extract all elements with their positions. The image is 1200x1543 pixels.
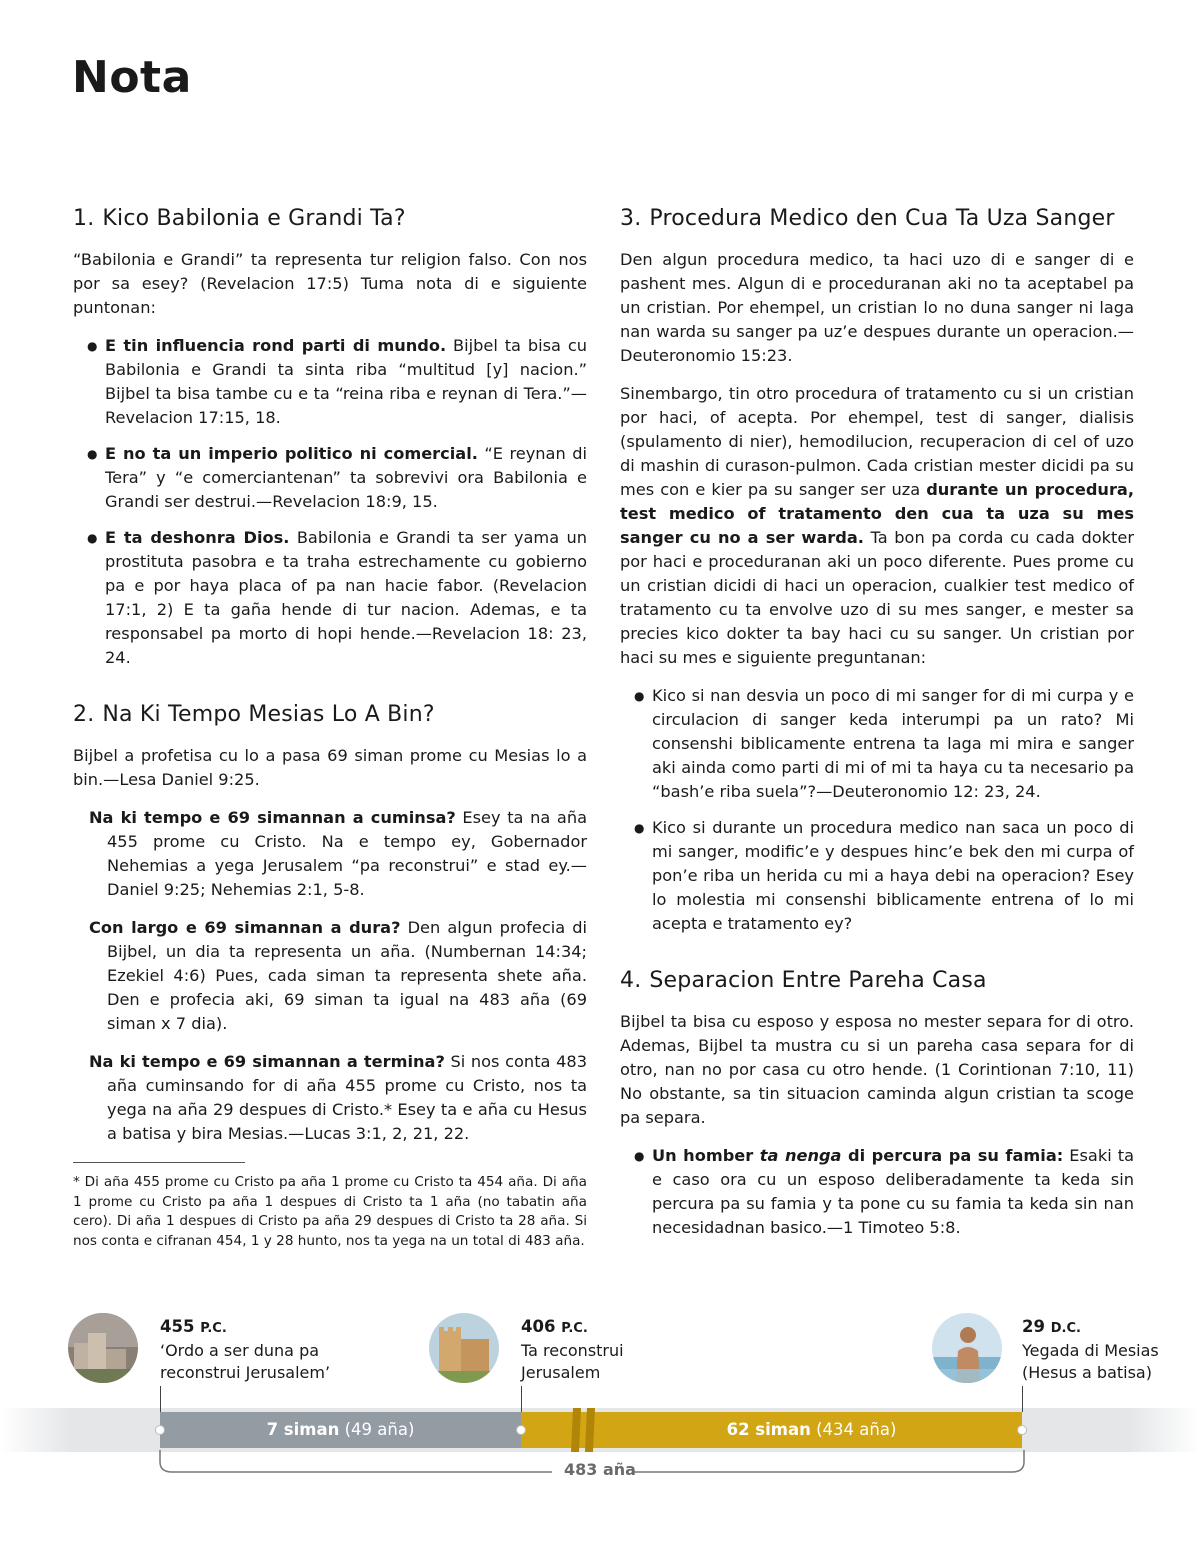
list-item: ● E ta deshonra Dios. Babilonia e Grandi ta ser yama un prostituta pasobra e ta traha estrechamente cu gobierno pa e por haya placa of pa nan hacie fabor. (Revelacion 17:1, 2) E ta gaña hende di tur nacion. Ademas, e ta responsabel pa morto di hopi hende.—Revelacion 18: 23, 24. — [87, 526, 587, 670]
timeline-marker — [155, 1425, 165, 1435]
timeline-segment-62-weeks: 62 siman (434 aña) — [521, 1412, 1022, 1448]
section-3-list — [634, 684, 1134, 936]
section-1-intro: “Babilonia e Grandi” ta representa tur religion falso. Con nos por sa esey? (Revelacion 17:5) Tuma nota di e siguiente puntonan: — [73, 250, 587, 317]
baptism-icon — [932, 1313, 1002, 1383]
timeline-tick — [521, 1386, 522, 1412]
timeline-marker — [516, 1425, 526, 1435]
timeline — [0, 1300, 1200, 1500]
section-2-heading: 2. Na Ki Tempo Mesias Lo A Bin? — [73, 702, 435, 727]
timeline-segment-7-weeks: 7 siman (49 aña) — [160, 1412, 521, 1448]
timeline-event-3: 29 D.C. Yegada di Mesias (Hesus a batisa) — [1022, 1317, 1159, 1382]
list-item: ● Un homber ta nenga di percura pa su famia: Esaki ta e caso ora cu un esposo deliberadamente ta keda sin percura pa su famia y ta pone cu su famia ta keda sin nan necesidadnan basico.—1 Timoteo 5:8. — [634, 1144, 1134, 1240]
section-3-heading: 3. Procedura Medico den Cua Ta Uza Sanger — [620, 206, 1115, 231]
timeline-event-1: 455 P.C. ‘Ordo a ser duna pa reconstrui Jerusalem’ — [160, 1317, 331, 1382]
section-1-list — [87, 334, 587, 670]
section-3-paragraph: Den algun procedura medico, ta haci uzo di e sanger di e pashent mes. Algun di e proceduranan aki no ta aceptabel pa un cristian. Por ehempel, un cristian lo no duna sanger ni laga nan warda su sanger pa uz’e despues durante un operacion.—Deuteronomio 15:23. — [620, 250, 1134, 365]
section-2-intro: Bijbel a profetisa cu lo a pasa 69 siman prome cu Mesias lo a bin.—Lesa Daniel 9:25. — [73, 746, 587, 789]
footnote: * Di aña 455 prome cu Cristo pa aña 1 prome cu Cristo ta 454 aña. Di aña 1 prome cu Cristo pa aña 1 despues di Cristo ta 1 aña (no tabatin aña cero). Di aña 1 despues di Cristo pa aña 29 despues di Cristo ta 28 aña. Si nos conta e cifranan 454, 1 y 28 hunto, nos ta yega na un total di 483 aña. — [73, 1174, 587, 1249]
section-3-paragraph: Sinembargo, tin otro procedura of tratamento cu si un cristian por haci, of acepta. Por ehempel, test di sanger, dialisis (spulamento di nier), hemodilucion, recuperacion di cel of uzo di mashin di curason-pulmon. Cada cristian mester dicidi pa su mes con e kier pa su sanger ser uza durante un procedura, test medico of tratamento den cua ta uza su mes sanger cu no a ser warda. Ta bon pa corda cu cada dokter por haci e proceduranan aki un poco diferente. Pues prome cu un cristian dicidi di haci un operacion, cualkier test medico of tratamento cu ta envolve uzo di su mes sanger, e mester sa precies kico dokter ta bay haci cu su sanger. Un cristian por haci su mes e siguiente preguntanan: — [620, 384, 1134, 667]
rebuilt-city-wall-icon — [429, 1313, 499, 1383]
right-column — [620, 204, 1134, 1252]
timeline-event-2: 406 P.C. Ta reconstrui Jerusalem — [521, 1317, 624, 1382]
section-1-heading: 1. Kico Babilonia e Grandi Ta? — [73, 206, 406, 231]
time-break-icon — [569, 1408, 605, 1452]
timeline-marker — [1017, 1425, 1027, 1435]
footnote-divider — [73, 1162, 245, 1163]
timeline-tick — [1022, 1386, 1023, 1412]
qa-item: Na ki tempo e 69 simannan a cuminsa? Esey ta na aña 455 prome cu Cristo. Na e tempo ey, Gobernador Nehemias a yega Jerusalem “pa reconstrui” e stad ey.—Daniel 9:25; Nehemias 2:1, 5-8. — [89, 808, 587, 899]
left-column — [73, 204, 587, 1265]
section-4-paragraph: Bijbel ta bisa cu esposo y esposa no mester separa for di otro. Ademas, Bijbel ta mustra cu si un pareha casa separa for di otro, nan no por casa cu otro hende. (1 Corintionan 7:10, 11) No obstante, sa tin situacion caminda algun cristian ta scoge pa separa. — [620, 1012, 1134, 1127]
total-years-label: 483 aña — [564, 1460, 636, 1479]
timeline-tick — [160, 1386, 161, 1412]
list-item: ● Kico si durante un procedura medico nan saca un poco di mi sanger, modific’e y despues hinc’e bek den mi curpa of pon’e riba un herida cu mi a haya debi na operacion? Esey lo molestia mi consenshi biblicamente entrena of lo mi acepta e tratamento ey? — [634, 816, 1134, 936]
list-item: ● Kico si nan desvia un poco di mi sanger for di mi curpa y e circulacion di sanger keda interumpi pa un rato? Mi consenshi biblicamente entrena ta laga mi mira e sanger aki ainda como parti di mi of mi ta haya cu ta necesario pa “bash’e riba suela”?—Deuteronomio 12: 23, 24. — [634, 684, 1134, 804]
qa-item: Con largo e 69 simannan a dura? Den algun profecia di Bijbel, un dia ta representa un aña. (Numbernan 14:34; Ezekiel 4:6) Pues, cada siman ta representa shete aña. Den e profecia aki, 69 siman ta igual na 483 aña (69 siman x 7 dia). — [89, 918, 587, 1033]
page-title: Nota — [72, 52, 192, 103]
list-item: ● E no ta un imperio politico ni comercial. “E reynan di Tera” y “e comerciantenan” ta sobrevivi ora Babilonia e Grandi ser destrui.—Revelacion 18:9, 15. — [87, 442, 587, 514]
list-item: ● E tin influencia rond parti di mundo. Bijbel ta bisa cu Babilonia e Grandi ta sinta riba “multitud [y] nacion.” Bijbel ta bisa tambe cu e ta “reina riba e reynan di Tera.”—Revelacion 17:15, 18. — [87, 334, 587, 430]
section-4-heading: 4. Separacion Entre Pareha Casa — [620, 968, 987, 993]
section-4-list — [634, 1144, 1134, 1240]
ruined-city-wall-icon — [68, 1313, 138, 1383]
qa-item: Na ki tempo e 69 simannan a termina? Si nos conta 483 aña cuminsando for di aña 455 prome cu Cristo, nos ta yega na aña 29 despues di Cristo.* Esey ta e aña cu Hesus a batisa y bira Mesias.—Lucas 3:1, 2, 21, 22. — [89, 1052, 587, 1143]
